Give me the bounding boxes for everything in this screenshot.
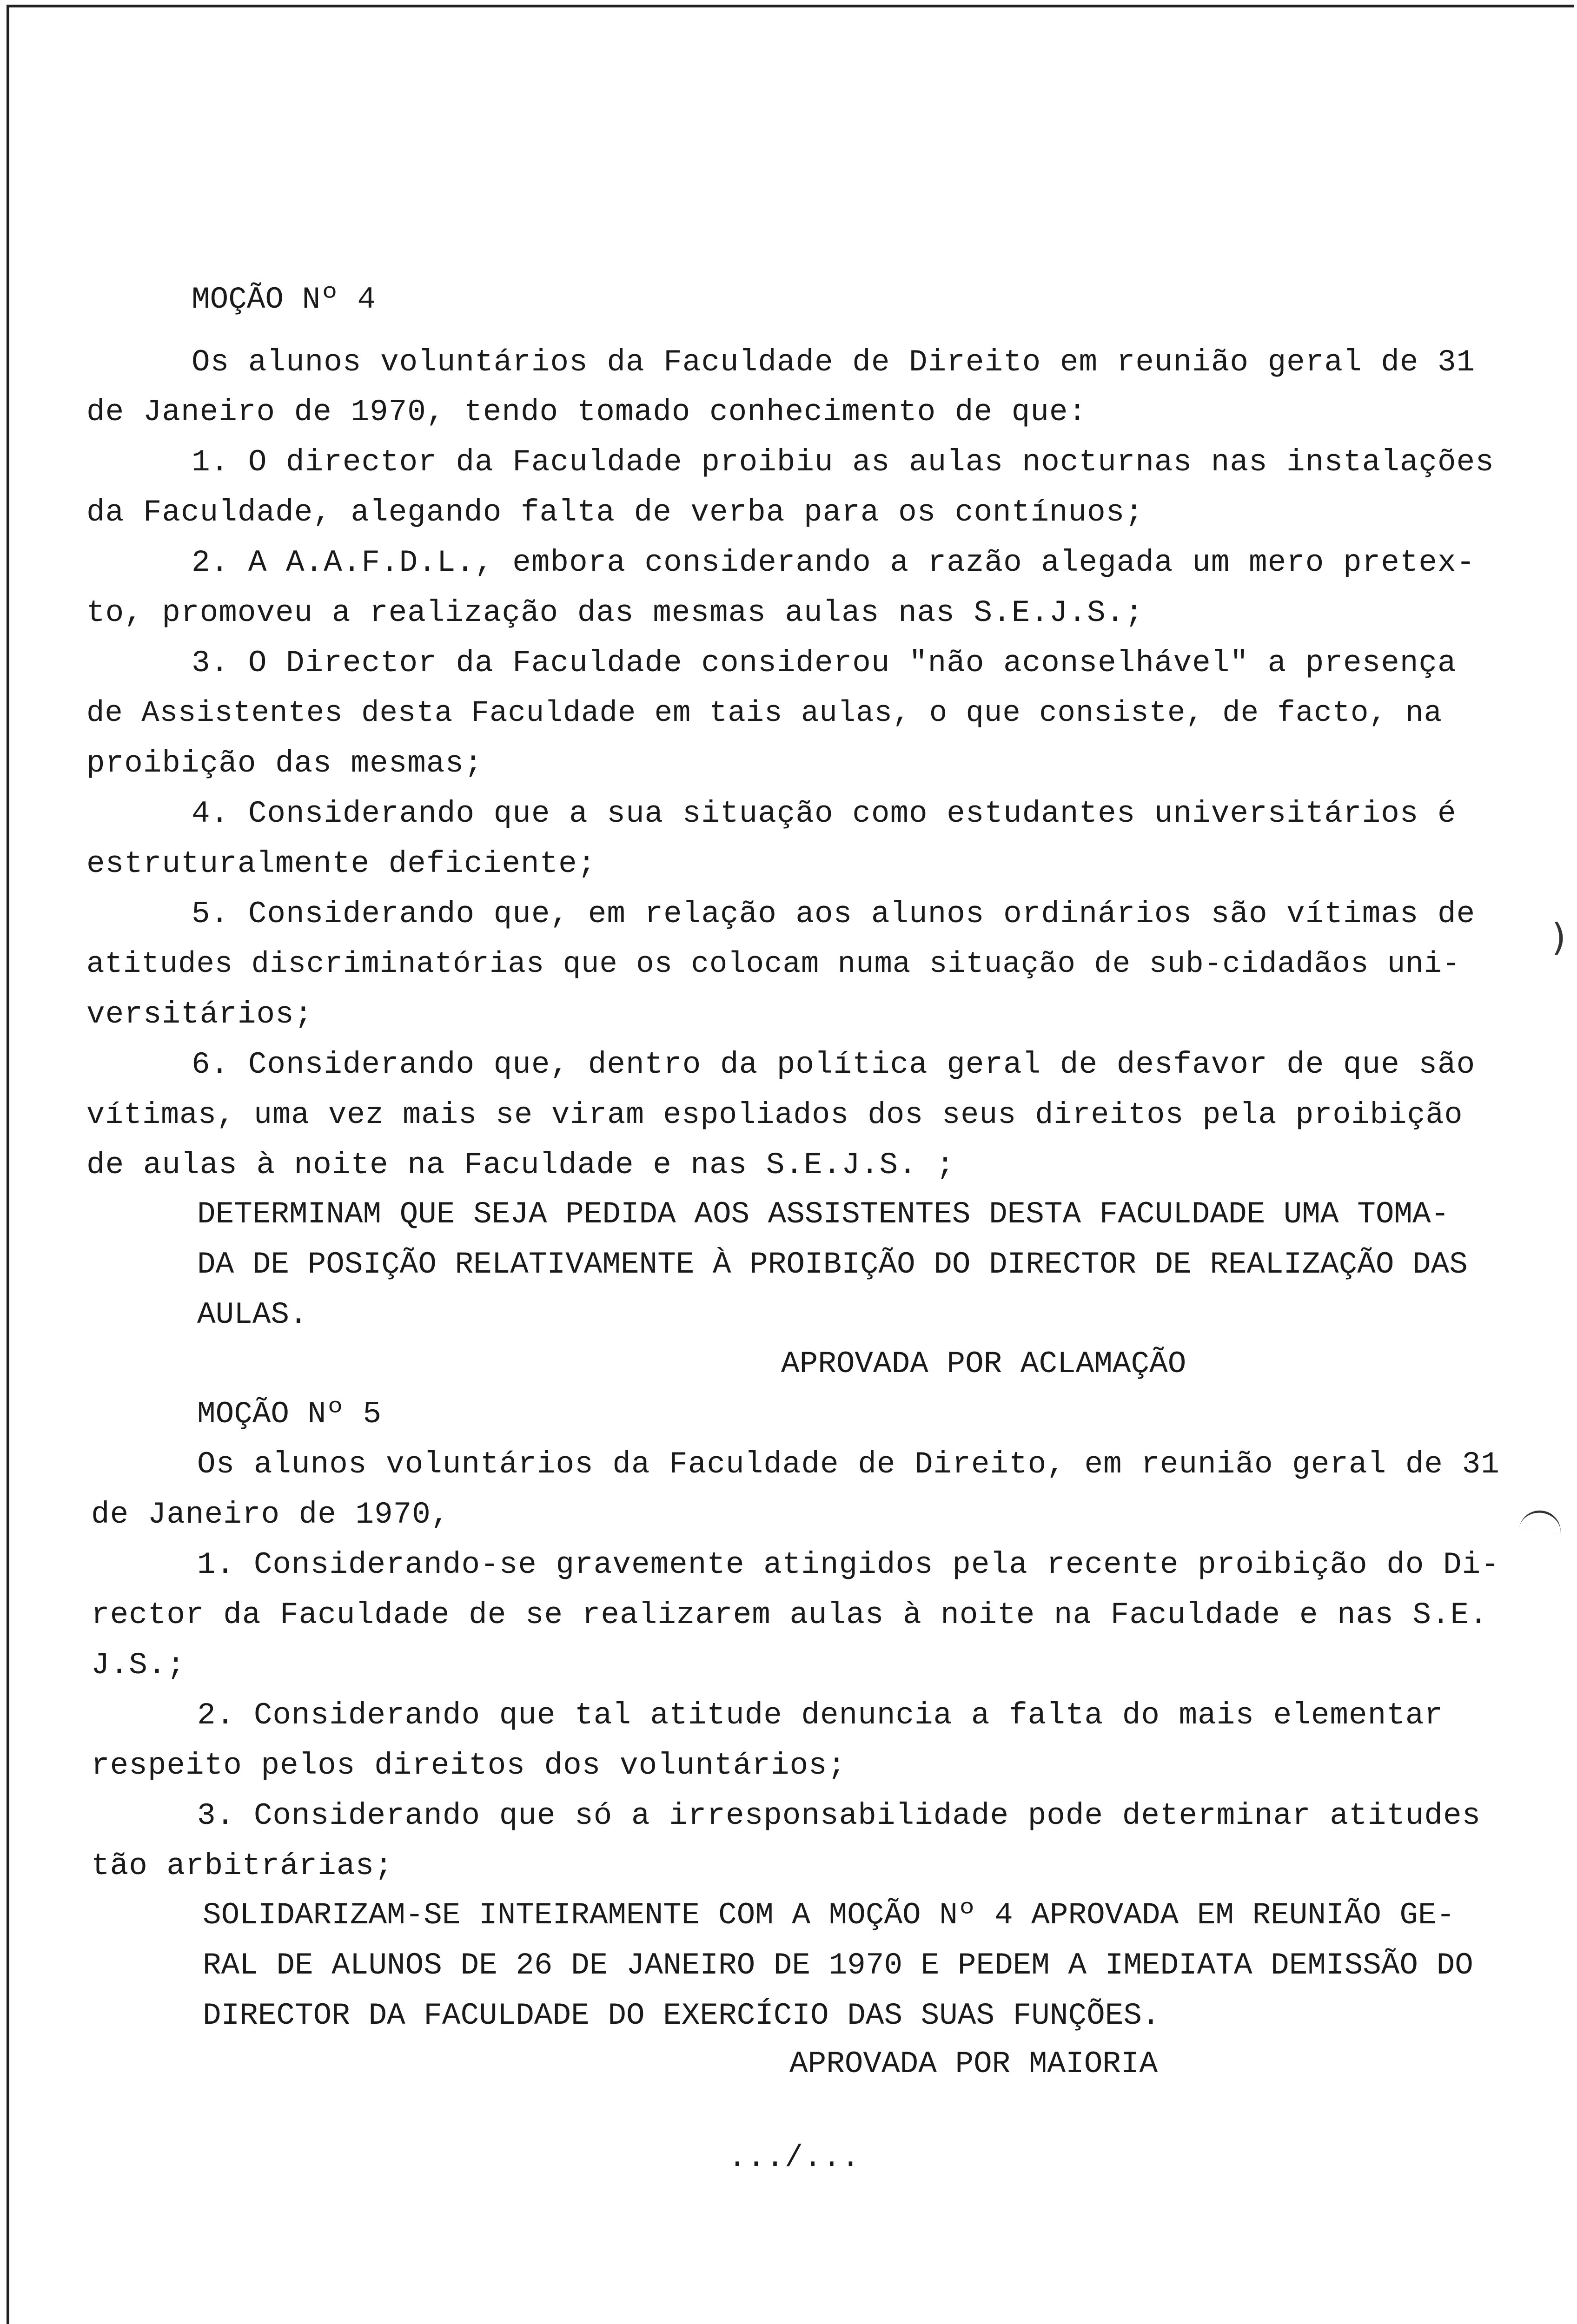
motion-5-line: 3. Considerando que só a irresponsabilidade pode determinar atitudes (197, 1798, 1481, 1833)
motion-4-result: APROVADA POR ACLAMAÇÃO (781, 1347, 1186, 1381)
motion-4-line: versitários; (86, 997, 313, 1032)
motion-4-line: estruturalmente deficiente; (86, 846, 596, 881)
motion-4-line: 1. O director da Faculdade proibiu as aulas nocturnas nas instalações (192, 445, 1494, 480)
motion-5-line: 2. Considerando que tal atitude denuncia a falta do mais elementar (197, 1698, 1444, 1733)
motion-4-line: proibição das mesmas; (86, 746, 483, 781)
motion-4-line: 4. Considerando que a sua situação como estudantes universitários é (192, 796, 1457, 831)
motion-4-resolution: AULAS. (197, 1297, 308, 1332)
motion-4-resolution: DA DE POSIÇÃO RELATIVAMENTE À PROIBIÇÃO DO DIRECTOR DE REALIZAÇÃO DAS (197, 1247, 1468, 1282)
continuation-mark: .../... (728, 2140, 861, 2175)
motion-4-line: de Assistentes desta Faculdade em tais aulas, o que consiste, de facto, na (86, 697, 1443, 730)
motion-5-line: rector da Faculdade de se realizarem aulas à noite na Faculdade e nas S.E. (91, 1598, 1488, 1632)
motion-5-resolution: RAL DE ALUNOS DE 26 DE JANEIRO DE 1970 E PEDEM A IMEDIATA DEMISSÃO DO (203, 1948, 1473, 1983)
motion-4-line: 2. A A.A.F.D.L., embora considerando a razão alegada um mero pretex- (192, 545, 1476, 580)
motion-5-resolution: SOLIDARIZAM-SE INTEIRAMENTE COM A MOÇÃO Nº 4 APROVADA EM REUNIÃO GE- (203, 1898, 1455, 1933)
motion-5-result: APROVADA POR MAIORIA (789, 2047, 1158, 2081)
motion-5-line: tão arbitrárias; (91, 1849, 393, 1883)
motion-4-line: da Faculdade, alegando falta de verba para os contínuos; (86, 495, 1144, 530)
motion-5-line: Os alunos voluntários da Faculdade de Direito, em reunião geral de 31 (197, 1447, 1500, 1482)
motion-5-line: J.S.; (91, 1648, 186, 1683)
margin-bracket-mark: ) (1548, 916, 1571, 959)
motion-4-line: de aulas à noite na Faculdade e nas S.E.J.S. ; (86, 1148, 955, 1182)
motion-4-line: 5. Considerando que, em relação aos alunos ordinários são vítimas de (192, 897, 1476, 931)
motion-4-line: 3. O Director da Faculdade considerou "não aconselhável" a presença (192, 646, 1457, 680)
motion-4-line: to, promoveu a realização das mesmas aulas nas S.E.J.S.; (86, 595, 1144, 630)
motion-4-title: MOÇÃO Nº 4 (192, 282, 376, 317)
motion-5-resolution: DIRECTOR DA FACULDADE DO EXERCÍCIO DAS SUAS FUNÇÕES. (203, 1998, 1160, 2033)
motion-4-line: atitudes discriminatórias que os colocam numa situação de sub-cidadãos uni- (86, 948, 1461, 981)
motion-4-line: de Janeiro de 1970, tendo tomado conhecimento de que: (86, 395, 1087, 429)
motion-4-resolution: DETERMINAM QUE SEJA PEDIDA AOS ASSISTENTES DESTA FACULDADE UMA TOMA- (197, 1197, 1450, 1232)
motion-4-line: vítimas, uma vez mais se viram espoliados dos seus direitos pela proibição (86, 1098, 1463, 1132)
motion-5-title: MOÇÃO Nº 5 (197, 1397, 382, 1432)
motion-5-line: 1. Considerando-se gravemente atingidos pela recente proibição do Di- (197, 1547, 1500, 1582)
motion-4-line: 6. Considerando que, dentro da política geral de desfavor de que são (192, 1047, 1476, 1082)
motion-5-line: de Janeiro de 1970, (91, 1497, 450, 1532)
motion-5-line: respeito pelos direitos dos voluntários; (91, 1748, 847, 1783)
motion-4-line: Os alunos voluntários da Faculdade de Direito em reunião geral de 31 (192, 345, 1476, 380)
